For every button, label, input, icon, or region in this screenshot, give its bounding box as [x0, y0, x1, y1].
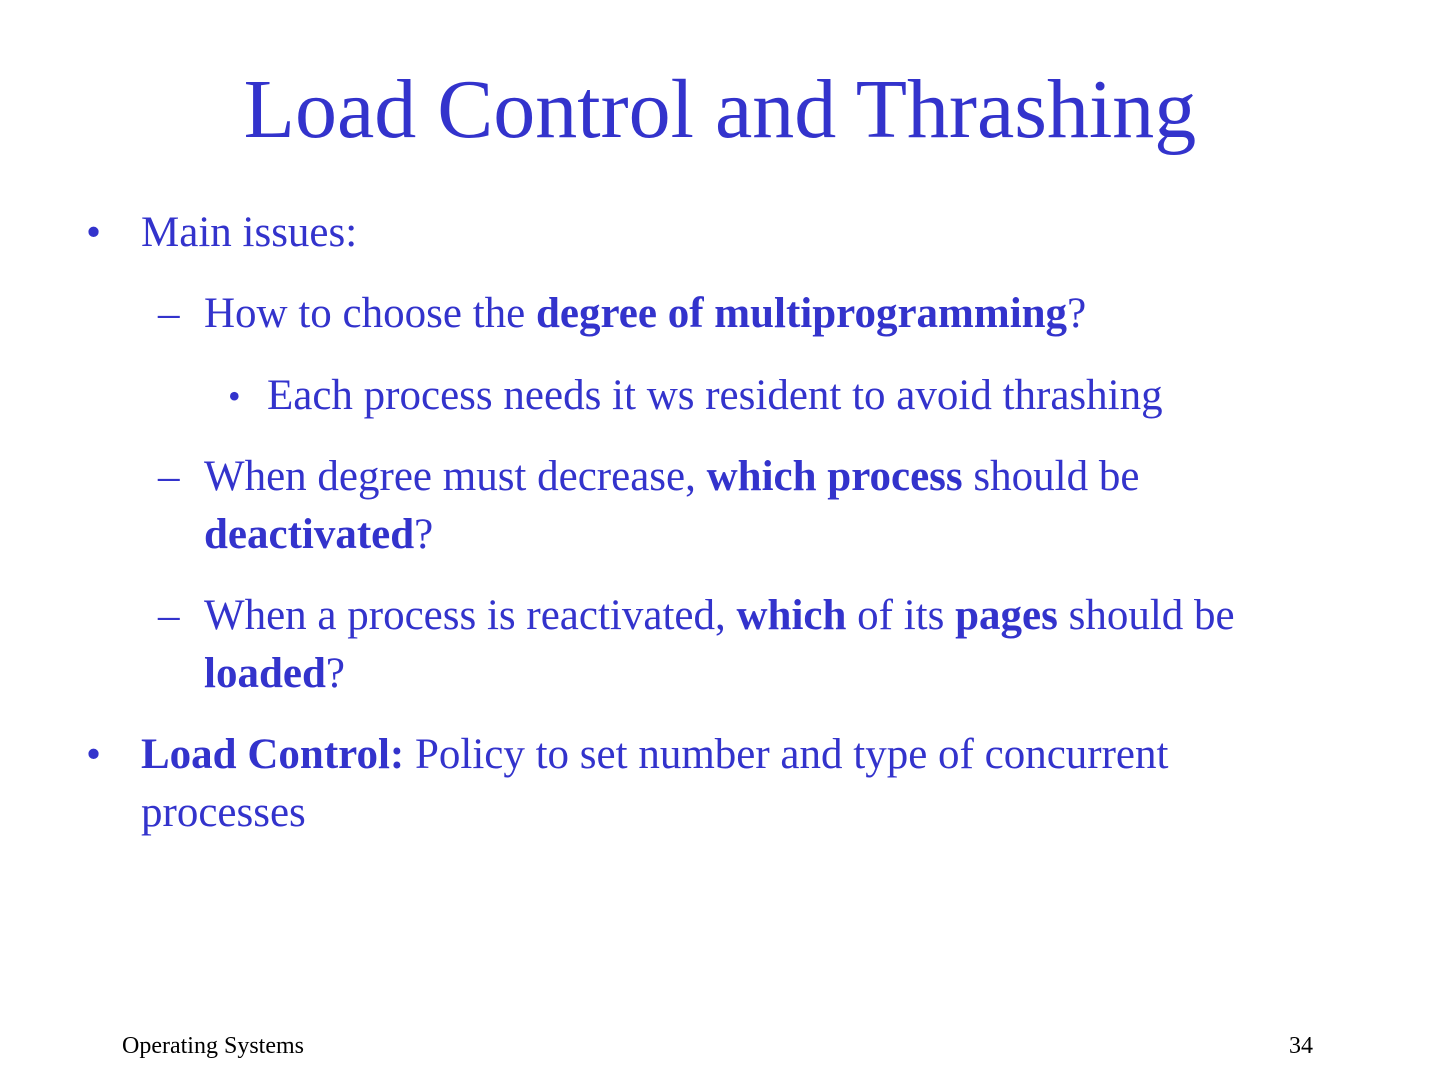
- sub-item-reactivated-cont: [204, 645, 345, 703]
- sub-item-bold: which: [736, 592, 847, 639]
- sub-item-bold: pages: [955, 592, 1058, 639]
- bullet-marker: •: [86, 731, 102, 778]
- sub-item-text: How to choose the: [204, 290, 536, 337]
- dash-marker: –: [158, 290, 180, 337]
- bullet-main-issues: Main issues:: [141, 209, 358, 256]
- sub-item-text: When degree must decrease,: [204, 453, 707, 500]
- sub-item-degree: [204, 285, 1086, 343]
- sub-item-bold: degree of multiprogramming: [536, 290, 1068, 337]
- bullet-load-control: [141, 726, 1168, 784]
- dash-marker: –: [158, 453, 180, 500]
- sub-item-which-process-cont: [204, 506, 433, 564]
- dash-marker: –: [158, 592, 180, 639]
- bullet-load-control-cont: processes: [141, 789, 306, 836]
- subsub-item-ws: Each process needs it ws resident to avoid thrashing: [267, 372, 1163, 419]
- bullet-bold: Load Control:: [141, 731, 405, 778]
- sub-item-bold: deactivated: [204, 511, 415, 558]
- sub-item-text: When a process is reactivated,: [204, 592, 737, 639]
- bullet-text: Policy to set number and type of concurrent: [404, 731, 1169, 778]
- sub-item-which-process: [204, 448, 1139, 506]
- bullet-marker: •: [228, 376, 241, 416]
- footer-page-number: 34: [1289, 1033, 1313, 1059]
- sub-item-text: should be: [1057, 592, 1235, 639]
- sub-item-bold: loaded: [204, 650, 326, 697]
- sub-item-text: of its: [846, 592, 956, 639]
- sub-item-text: should be: [962, 453, 1140, 500]
- slide-title: Load Control and Thrashing: [243, 63, 1197, 156]
- sub-item-text: ?: [1067, 290, 1087, 337]
- sub-item-text: ?: [414, 511, 434, 558]
- sub-item-reactivated: [204, 587, 1235, 645]
- footer-course-name: Operating Systems: [122, 1033, 304, 1059]
- sub-item-bold: which process: [706, 453, 963, 500]
- bullet-marker: •: [86, 209, 102, 256]
- sub-item-text: ?: [325, 650, 345, 697]
